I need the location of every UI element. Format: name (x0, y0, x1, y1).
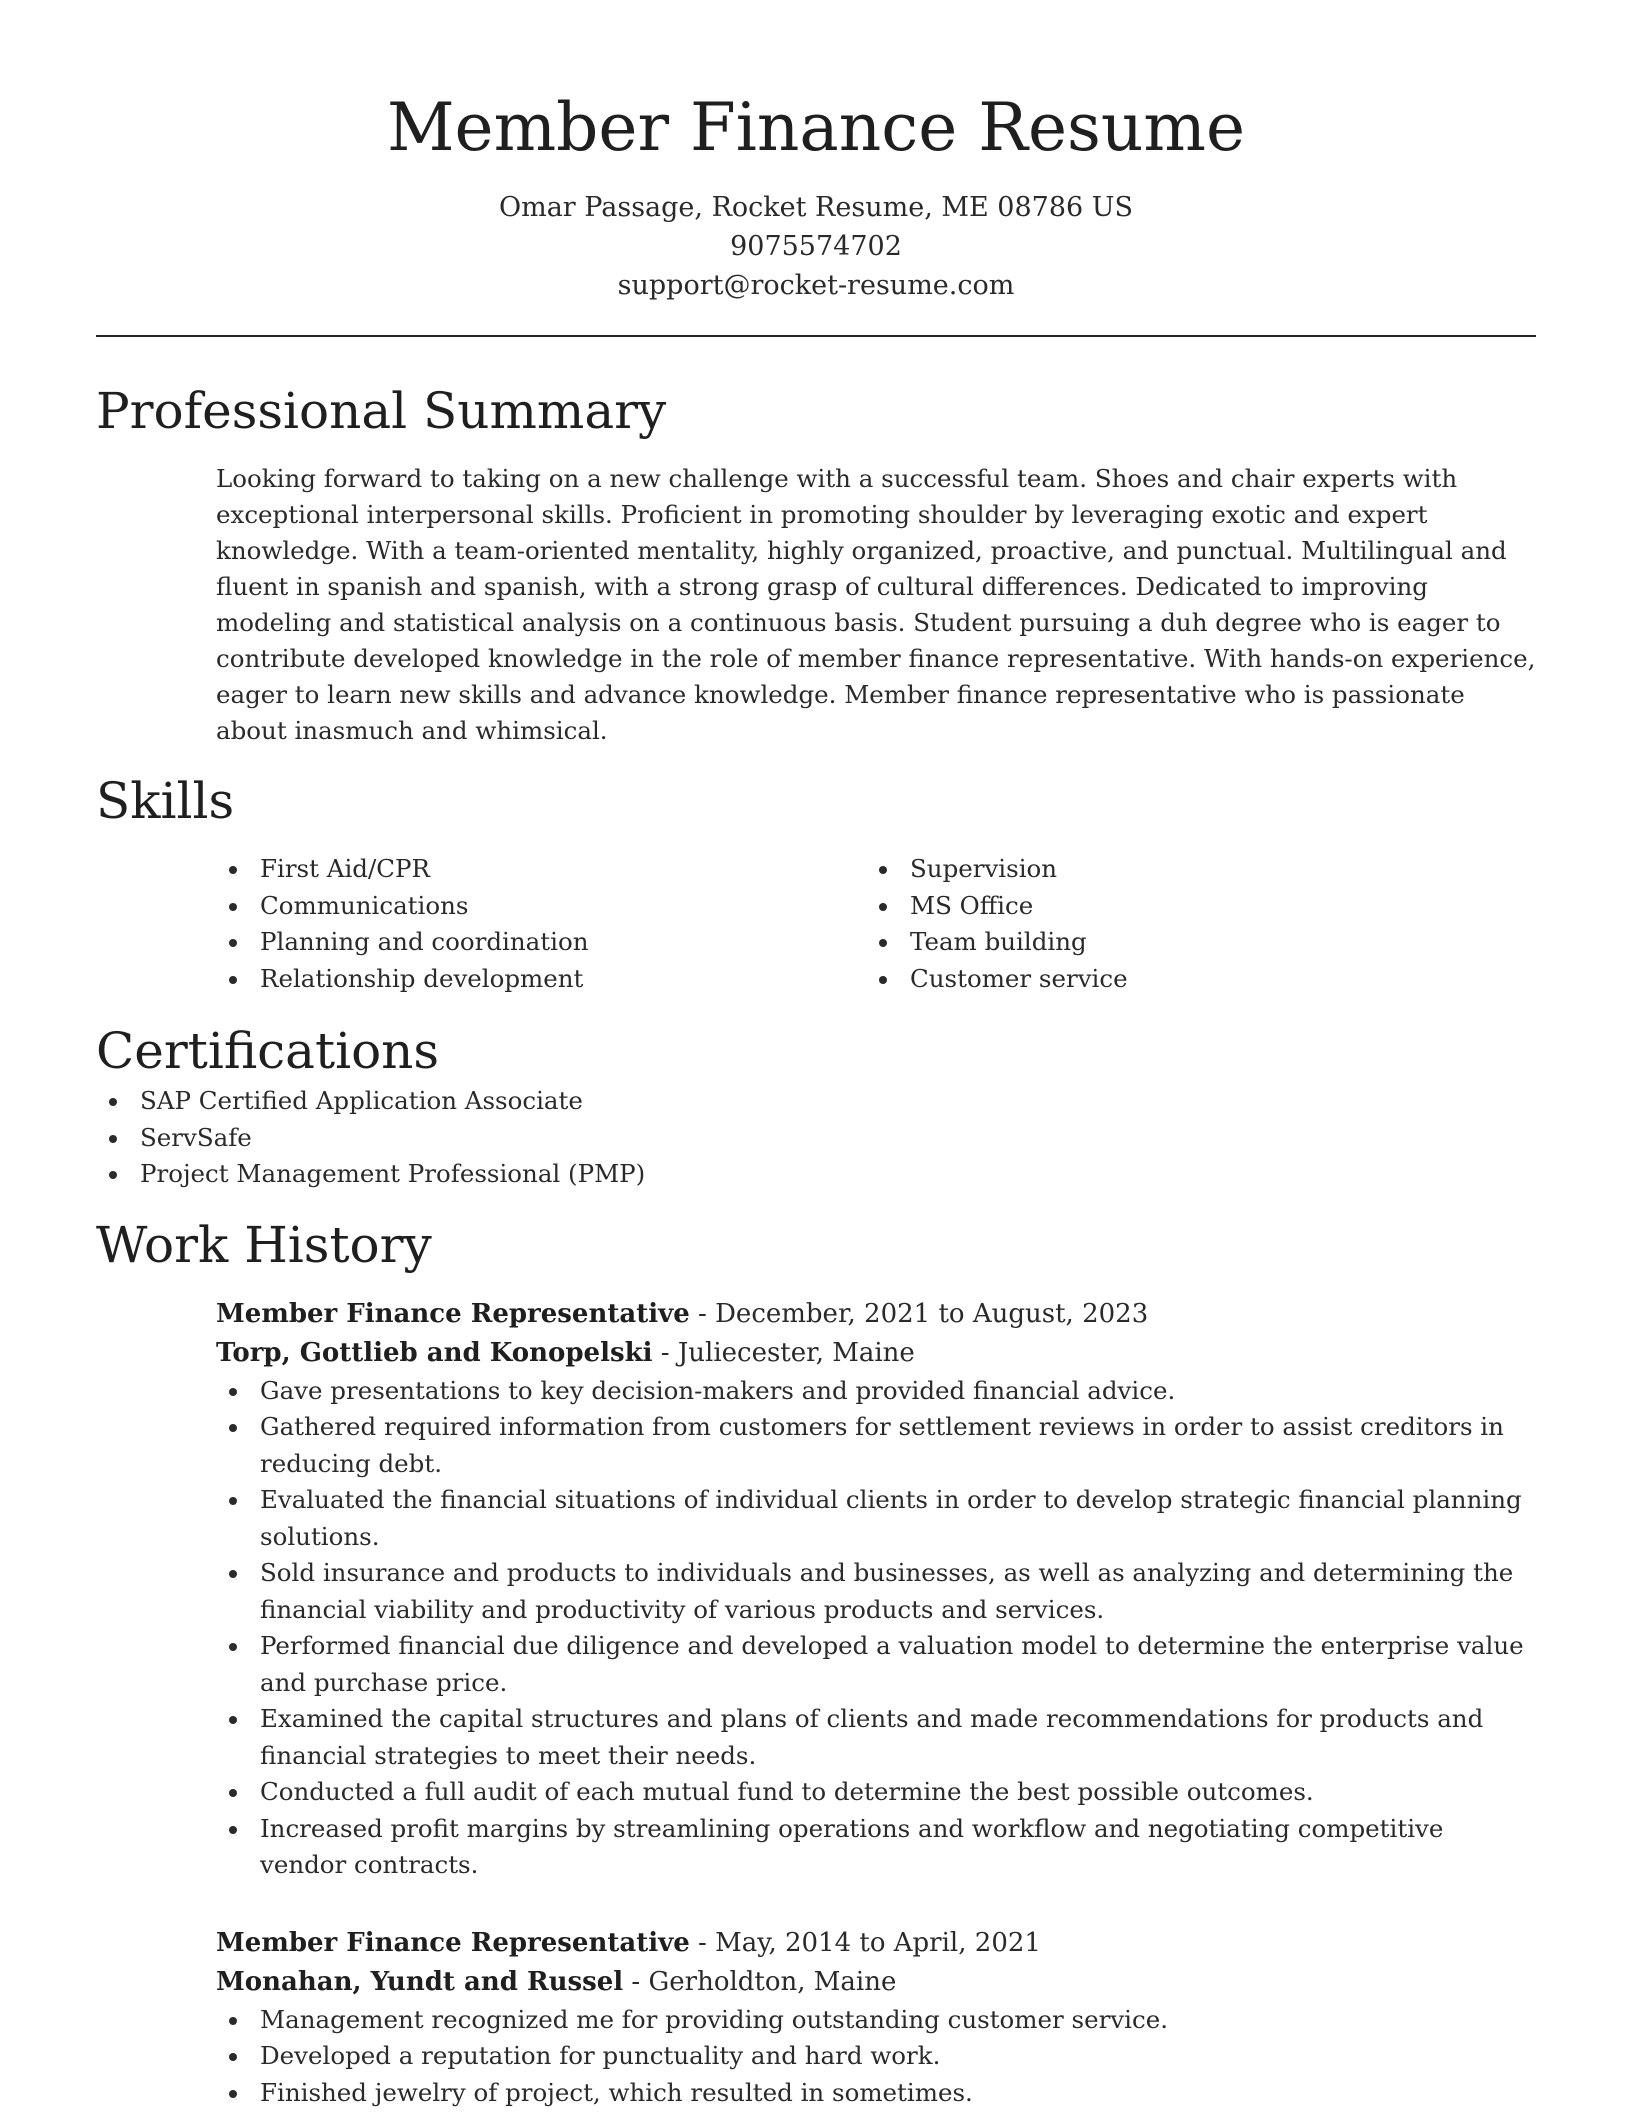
job-company-line (216, 1963, 1536, 2002)
certification-item: SAP Certified Application Associate (96, 1083, 1536, 1120)
summary-text: Looking forward to taking on a new challenge with a successful team. Shoes and chair experts with exceptional interpersonal skills. Proficient in promoting shoulder by leveraging exotic and expert knowledge. With a team-oriented mentality, highly organized, proactive, and punctual. Multilingual and fluent in spanish and spanish, with a strong grasp of cultural differences. Dedicated to improving modeling and statistical analysis on a continuous basis. Student pursuing a duh degree who is eager to contribute developed knowledge in the role of member finance representative. With hands-on experience, eager to learn new skills and advance knowledge. Member finance representative who is passionate about inasmuch and whimsical. (216, 464, 1536, 745)
skills-list-right (866, 851, 1516, 997)
job-dates: - December, 2021 to August, 2023 (689, 1298, 1149, 1329)
contact-block (96, 188, 1536, 305)
job-title: Member Finance Representative (216, 1927, 690, 1958)
job-duty-item: Evaluated the financial situations of individual clients in order to develop strategic financial planning solutions. (216, 1482, 1536, 1555)
job-location: - Gerholdton, Maine (623, 1966, 897, 1997)
job-title: Member Finance Representative (216, 1298, 690, 1329)
job-duty-item: Sold insurance and products to individuals and businesses, as well as analyzing and determining the financial viability and productivity of various products and services. (216, 1555, 1536, 1628)
header-divider (96, 335, 1536, 337)
job-company: Monahan, Yundt and Russel (216, 1966, 624, 1997)
job-entry (216, 1295, 1536, 1884)
summary-heading: Professional Summary (96, 382, 667, 440)
job-duties-list (216, 2002, 1536, 2112)
job-company-line (216, 1334, 1536, 1373)
skill-item: Team building (866, 924, 1516, 961)
skill-item: Relationship development (216, 961, 866, 998)
skill-item: MS Office (866, 888, 1516, 925)
certification-item: ServSafe (96, 1120, 1536, 1157)
skill-item: Customer service (866, 961, 1516, 998)
job-location: - Juliecester, Maine (652, 1337, 915, 1368)
certification-item: Project Management Professional (PMP) (96, 1156, 1536, 1193)
resume-title: Member Finance Resume (386, 89, 1246, 166)
skill-item: First Aid/CPR (216, 851, 866, 888)
work-history-heading: Work History (96, 1215, 432, 1274)
job-duty-item: Examined the capital structures and plans of clients and made recommendations for products and financial strategies to meet their needs. (216, 1701, 1536, 1774)
job-duty-item: Gathered required information from customers for settlement reviews in order to assist creditors in reducing debt. (216, 1409, 1536, 1482)
skills-heading: Skills (96, 772, 235, 830)
job-duty-item: Management recognized me for providing outstanding customer service. (216, 2002, 1536, 2039)
skills-list-left (216, 851, 866, 997)
job-duty-item: Performed financial due diligence and developed a valuation model to determine the enterprise value and purchase price. (216, 1628, 1536, 1701)
contact-phone: 9075574702 (730, 231, 902, 262)
certifications-list (96, 1083, 1536, 1193)
job-duty-item: Gave presentations to key decision-makers and provided financial advice. (216, 1373, 1536, 1410)
skill-item: Communications (216, 888, 866, 925)
job-duties-list (216, 1373, 1536, 1884)
job-duty-item: Increased profit margins by streamlining operations and workflow and negotiating competitive vendor contracts. (216, 1811, 1536, 1884)
job-title-line (216, 1924, 1536, 1963)
resume-page (96, 0, 1536, 2111)
skills-grid (216, 851, 1536, 997)
job-company: Torp, Gottlieb and Konopelski (216, 1337, 653, 1368)
job-title-line (216, 1295, 1536, 1334)
contact-email: support@rocket-resume.com (617, 270, 1015, 301)
job-dates: - May, 2014 to April, 2021 (689, 1927, 1041, 1958)
contact-address: Omar Passage, Rocket Resume, ME 08786 US (498, 192, 1134, 223)
job-duty-item: Developed a reputation for punctuality and hard work. (216, 2038, 1536, 2075)
job-duty-item: Conducted a full audit of each mutual fund to determine the best possible outcomes. (216, 1774, 1536, 1811)
job-duty-item: Finished jewelry of project, which resulted in sometimes. (216, 2075, 1536, 2112)
job-entry (216, 1924, 1536, 2112)
certifications-heading: Certifications (96, 1022, 440, 1080)
skill-item: Supervision (866, 851, 1516, 888)
skill-item: Planning and coordination (216, 924, 866, 961)
